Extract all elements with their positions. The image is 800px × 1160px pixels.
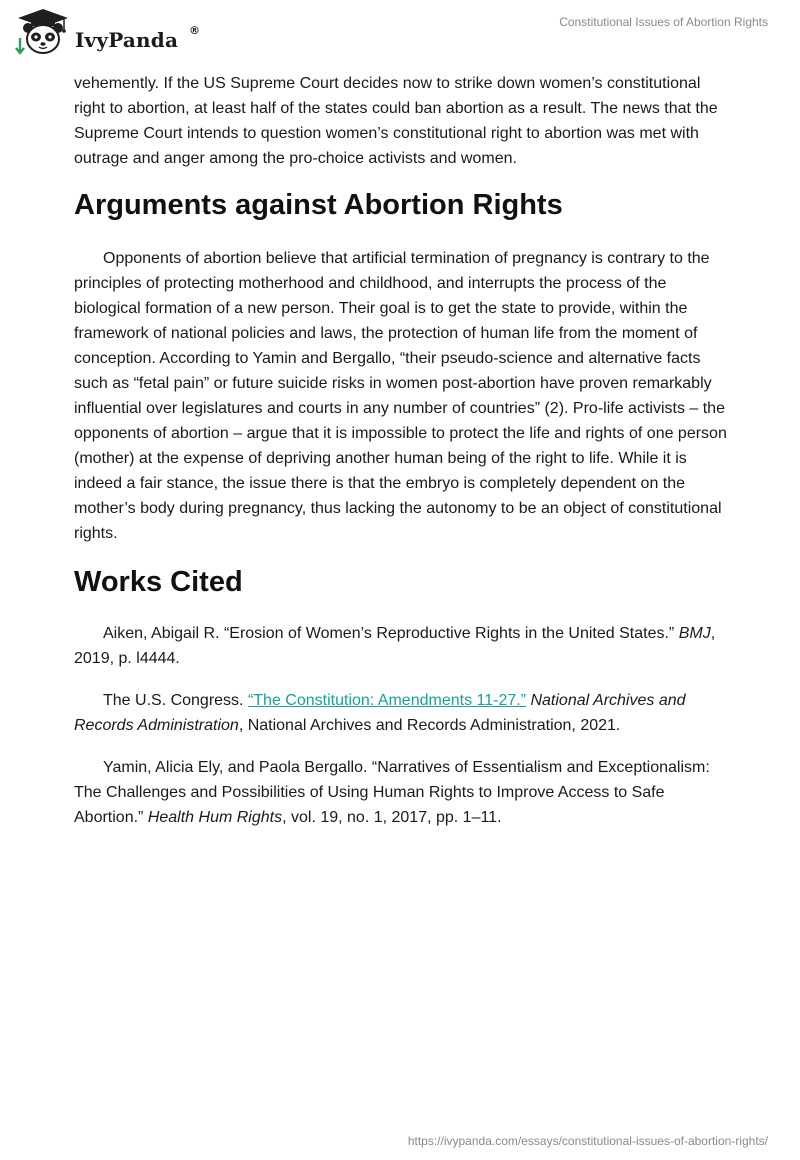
essay-content xyxy=(74,71,728,830)
ivypanda-logo[interactable] xyxy=(14,8,204,56)
citation-text: The U.S. Congress. xyxy=(103,692,248,709)
citation-link-constitution-amendments[interactable]: “The Constitution: Amendments 11-27.” xyxy=(247,692,527,709)
citation-journal: BMJ xyxy=(678,625,711,642)
page-header xyxy=(0,0,800,64)
panda-graduate-icon xyxy=(14,8,72,56)
intro-paragraph: vehemently. If the US Supreme Court decides now to strike down women’s constitutional right to abortion, at least half of the states could ban abortion as a result. The news that the Supreme Court intends to question women’s constitutional right to abortion was met with outrage and anger among the pro-choice activists and women. xyxy=(74,75,718,167)
citation-details: , National Archives and Records Administration, 2021. xyxy=(238,717,621,734)
citation-details: , 2019, p. l4444. xyxy=(74,625,716,667)
footer-url[interactable]: https://ivypanda.com/essays/constitutional-issues-of-abortion-rights/ xyxy=(407,1134,768,1148)
citation-publisher: National Archives and Records Administration xyxy=(74,692,686,734)
citation-details: , vol. 19, no. 1, 2017, pp. 1–11. xyxy=(282,809,502,826)
arguments-paragraph: Opponents of abortion believe that artificial termination of pregnancy is contrary to the principles of protecting motherhood and childhood, and interrupts the process of the biological formation of a new person. Their goal is to get the state to provide, within the framework of national policies and laws, the protection of human life from the moment of conception. According to Yamin and Bergallo, “their pseudo-science and alternative facts such as “fetal pain” or future suicide risks in women post-abortion have proven remarkably influential over legislatures and courts in any number of countries” (2). Pro-life activists – the opponents of abortion – argue that it is impossible to protect the life and rights of one person (mother) at the expense of depriving another human being of the right to life. While it is indeed a fair stance, the issue there is that the embryo is completely dependent on the mother’s body during pregnancy, thus lacking the autonomy to be an object of constitutional rights. xyxy=(74,250,727,542)
citation-journal: Health Hum Rights xyxy=(147,809,283,826)
registered-mark: ® xyxy=(189,24,200,37)
citation-yamin xyxy=(74,755,728,830)
citation-aiken xyxy=(74,621,728,671)
heading-arguments-against: Arguments against Abortion Rights xyxy=(74,189,563,221)
citation-text: Yamin, Alicia Ely, and Paola Bergallo. “Narratives of Essentialism and Exceptionalism: The Challenges and Possibilities of Using Human Rights to Improve Access to Safe Abortion.” xyxy=(74,759,710,826)
citation-text: Aiken, Abigail R. “Erosion of Women’s Reproductive Rights in the United States.” xyxy=(103,625,679,642)
logo-wordmark: IvyPanda xyxy=(75,28,179,52)
citation-congress xyxy=(74,688,728,738)
heading-works-cited: Works Cited xyxy=(74,566,243,598)
running-title: Constitutional Issues of Abortion Rights xyxy=(559,15,768,29)
